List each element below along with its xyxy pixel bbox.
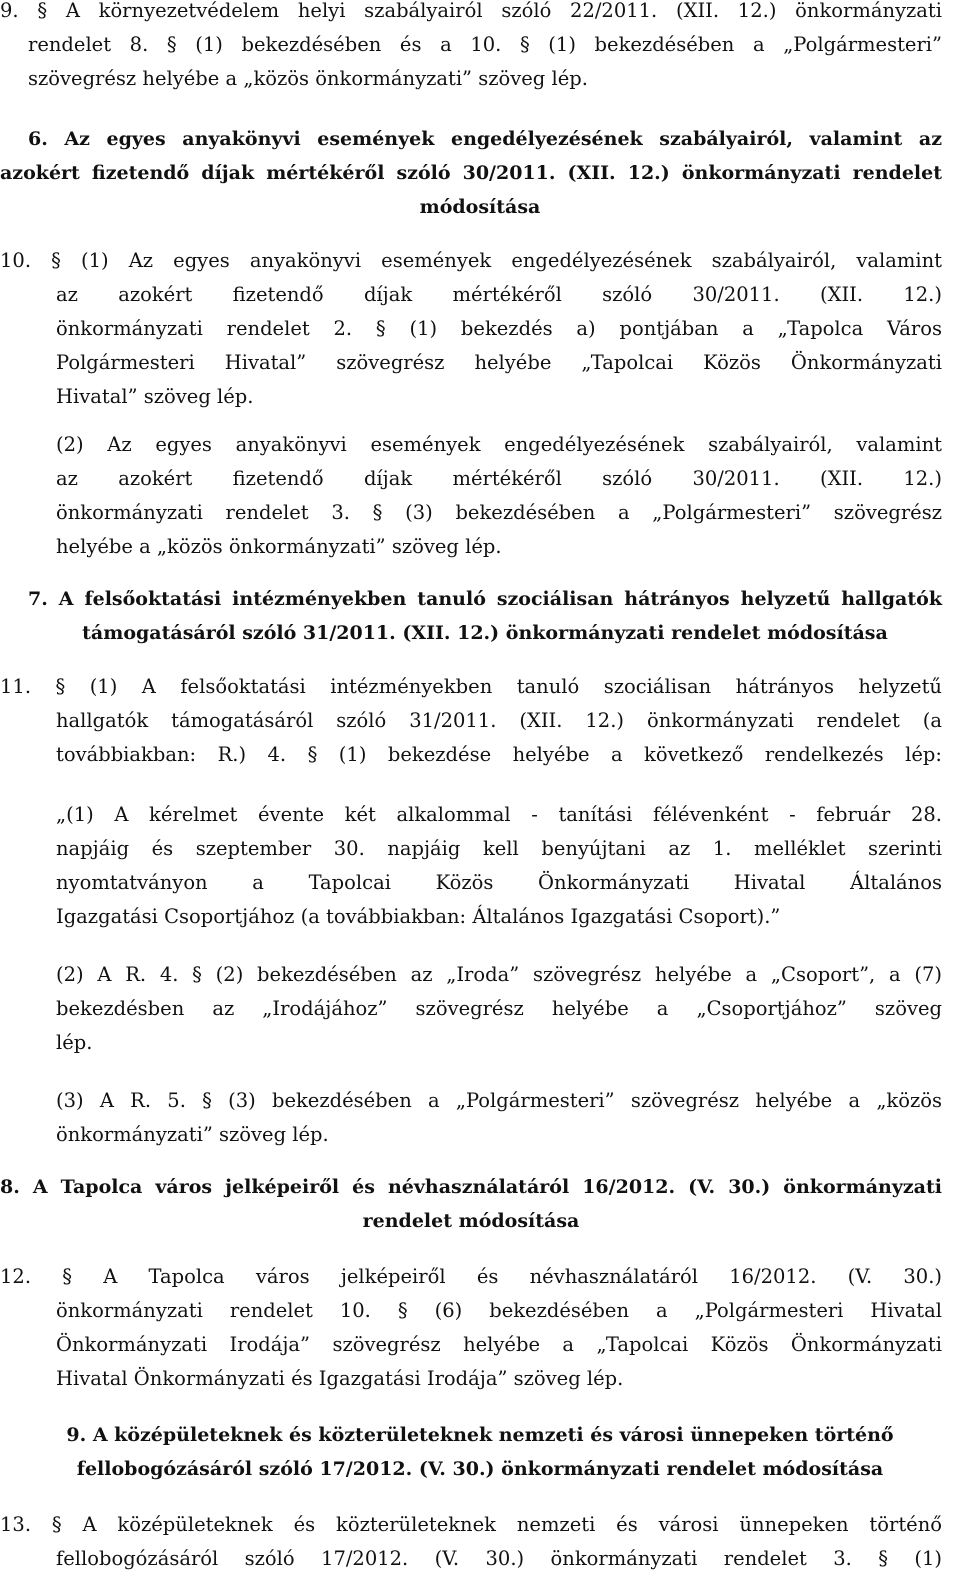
item12-line3: Önkormányzati Irodája” szövegrész helyébe a „Tapolcai Közös Önkormányzati <box>56 1333 942 1356</box>
item9-line2: rendelet 8. § (1) bekezdésében és a 10. § (1) bekezdésében a „Polgármesteri” <box>28 33 942 56</box>
section6-heading-line1: 6. Az egyes anyakönyvi események engedélyezésének szabályairól, valamint az <box>28 128 942 150</box>
item12-line1: 12. § A Tapolca város jelképeiről és névhasználatáról 16/2012. (V. 30.) <box>0 1265 942 1288</box>
item10-para2-line4: helyébe a „közös önkormányzati” szöveg lép. <box>56 535 502 558</box>
item10-line1: 10. § (1) Az egyes anyakönyvi események engedélyezésének szabályairól, valamint <box>0 249 942 272</box>
item11-line2: hallgatók támogatásáról szóló 31/2011. (XII. 12.) önkormányzati rendelet (a <box>56 709 942 732</box>
item10-line4: Polgármesteri Hivatal” szövegrész helyébe „Tapolcai Közös Önkormányzati <box>56 351 942 374</box>
item11-para2-line3: lép. <box>56 1031 93 1054</box>
section9-heading-line2: fellobogózásáról szóló 17/2012. (V. 30.) önkormányzati rendelet módosítása <box>76 1458 884 1480</box>
section6-heading-line3: módosítása <box>419 196 541 218</box>
item11-line1: 11. § (1) A felsőoktatási intézményekben tanuló szociálisan hátrányos helyzetű <box>0 675 942 698</box>
item10-line2: az azokért fizetendő díjak mértékéről szóló 30/2011. (XII. 12.) <box>56 283 942 306</box>
item10-line3: önkormányzati rendelet 2. § (1) bekezdés a) pontjában a „Tapolca Város <box>56 317 942 340</box>
item11-quote-line2: napjáig és szeptember 30. napjáig kell benyújtani az 1. melléklet szerinti <box>56 837 942 860</box>
section9-heading-line1: 9. A középületeknek és közterületeknek nemzeti és városi ünnepeken történő <box>66 1424 894 1446</box>
item13-line2: fellobogózásáról szóló 17/2012. (V. 30.) önkormányzati rendelet 3. § (1) <box>56 1547 942 1570</box>
item9-line3: szövegrész helyébe a „közös önkormányzati” szöveg lép. <box>28 67 588 90</box>
item10-para2-line2: az azokért fizetendő díjak mértékéről szóló 30/2011. (XII. 12.) <box>56 467 942 490</box>
item13-line1: 13. § A középületeknek és közterületeknek nemzeti és városi ünnepeken történő <box>0 1513 942 1536</box>
section8-heading-line2: rendelet módosítása <box>362 1210 580 1232</box>
section7-heading-line2: támogatásáról szóló 31/2011. (XII. 12.) önkormányzati rendelet módosítása <box>82 622 888 644</box>
item11-para2-line2: bekezdésben az „Irodájához” szövegrész helyébe a „Csoportjához” szöveg <box>56 997 942 1020</box>
item11-line3: továbbiakban: R.) 4. § (1) bekezdése helyébe a következő rendelkezés lép: <box>56 743 942 766</box>
item9-line1: 9. § A környezetvédelem helyi szabályairól szóló 22/2011. (XII. 12.) önkormányzati <box>0 0 942 22</box>
item10-line5: Hivatal” szöveg lép. <box>56 385 254 408</box>
item12-line2: önkormányzati rendelet 10. § (6) bekezdésében a „Polgármesteri Hivatal <box>56 1299 942 1322</box>
item11-quote-line3: nyomtatványon a Tapolcai Közös Önkormányzati Hivatal Általános <box>56 871 942 894</box>
item10-para2-line3: önkormányzati rendelet 3. § (3) bekezdésében a „Polgármesteri” szövegrész <box>56 501 942 524</box>
item11-quote-line1: „(1) A kérelmet évente két alkalommal - tanítási félévenként - február 28. <box>56 803 942 826</box>
item11-para3-line1: (3) A R. 5. § (3) bekezdésében a „Polgármesteri” szövegrész helyébe a „közös <box>56 1089 942 1112</box>
item11-para3-line2: önkormányzati” szöveg lép. <box>56 1123 329 1146</box>
section7-heading-line1: 7. A felsőoktatási intézményekben tanuló szociálisan hátrányos helyzetű hallgatók <box>28 588 942 610</box>
item10-para2-line1: (2) Az egyes anyakönyvi események engedélyezésének szabályairól, valamint <box>56 433 942 456</box>
item11-para2-line1: (2) A R. 4. § (2) bekezdésében az „Iroda” szövegrész helyébe a „Csoport”, a (7) <box>56 963 942 986</box>
item11-quote-line4: Igazgatási Csoportjához (a továbbiakban: Általános Igazgatási Csoport).” <box>56 905 781 928</box>
section6-heading-line2: azokért fizetendő díjak mértékéről szóló 30/2011. (XII. 12.) önkormányzati rendelet <box>0 162 942 184</box>
section8-heading-line1: 8. A Tapolca város jelképeiről és névhasználatáról 16/2012. (V. 30.) önkormányzati <box>0 1176 942 1198</box>
item12-line4: Hivatal Önkormányzati és Igazgatási Irodája” szöveg lép. <box>56 1367 624 1390</box>
